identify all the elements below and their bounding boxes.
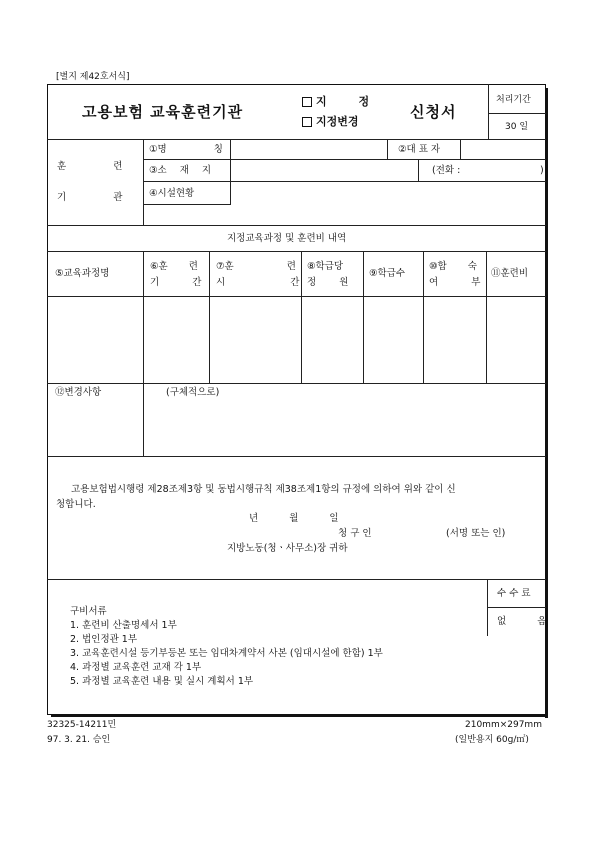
- checkbox-designation[interactable]: [302, 97, 312, 107]
- divider: [488, 113, 546, 114]
- declaration-line-2: 청합니다.: [56, 499, 96, 510]
- divider: [143, 181, 546, 182]
- option-change-label: 지정변경: [316, 115, 359, 128]
- phone-label: (전화 :: [432, 165, 461, 176]
- declaration-applicant: 청 구 인: [338, 528, 372, 539]
- divider: [47, 456, 546, 457]
- representative-label: ②대 표 자: [398, 144, 441, 155]
- footer-code: 32325-14211민: [47, 720, 117, 730]
- header-lodging-2: 여 부: [429, 277, 481, 288]
- name-label: ①명 칭: [149, 144, 223, 155]
- header-period-1: ⑥훈 련: [150, 261, 198, 272]
- divider: [47, 225, 546, 226]
- declaration-line-1: 고용보험법시행령 제28조제3항 및 동법시행규칙 제38조제1항의 규정에 의하여 위와 같이 신: [71, 484, 456, 495]
- document-item-1: 1. 훈련비 산출명세서 1부: [70, 620, 177, 631]
- header-course-name: ⑤교육과정명: [55, 268, 110, 279]
- header-lodging-1: ⑩합 숙: [429, 261, 477, 272]
- representative-field[interactable]: [462, 141, 544, 157]
- divider: [143, 159, 546, 160]
- facility-field[interactable]: [232, 183, 544, 223]
- fee-label: 수 수 료: [497, 588, 531, 599]
- footer-size: 210mm×297mm: [465, 720, 542, 730]
- header-students-1: ⑧학급당: [307, 261, 344, 272]
- option-change[interactable]: [302, 116, 359, 127]
- divider: [143, 204, 231, 205]
- option-designation-label: 지 정: [316, 95, 384, 108]
- header-hours-2: 시 간: [216, 277, 300, 288]
- processing-period-label: 처리기간: [496, 95, 531, 105]
- document-item-3: 3. 교육훈련시설 등기부등본 또는 임대차계약서 사본 (임대시설에 한함) 1부: [70, 648, 383, 659]
- divider: [47, 251, 546, 252]
- divider: [387, 139, 388, 159]
- classes-cell[interactable]: [364, 297, 422, 382]
- document-item-4: 4. 과정별 교육훈련 교재 각 1부: [70, 662, 202, 673]
- fee-value: 없 음: [497, 616, 547, 627]
- header-hours-1: ⑦훈 련: [216, 261, 296, 272]
- institution-label-1: 훈 련: [57, 161, 123, 172]
- fee-cell[interactable]: [487, 297, 544, 382]
- header-period-2: 기 간: [150, 277, 202, 288]
- institution-label-2: 기 관: [57, 192, 123, 203]
- form-title: 고용보험 교육훈련기관: [82, 103, 244, 121]
- divider: [418, 159, 419, 181]
- courses-section-title: 지정교육과정 및 훈련비 내역: [227, 233, 347, 244]
- declaration-date: 년 월 일: [249, 513, 339, 524]
- course-name-cell[interactable]: [48, 297, 142, 382]
- footer-paper: (일반용지 60g/㎡): [455, 735, 529, 745]
- phone-close: ): [540, 165, 544, 176]
- footer-approval: 97. 3. 21. 승인: [47, 735, 111, 745]
- form-title-suffix: 신청서: [410, 103, 457, 121]
- lodging-cell[interactable]: [424, 297, 485, 382]
- header-students-2: 정 원: [307, 277, 349, 288]
- divider: [47, 383, 546, 384]
- address-label: ③소 재 지: [149, 165, 212, 176]
- header-classes: ⑨학급수: [369, 268, 406, 279]
- annex-label: [별지 제42호서식]: [56, 72, 130, 82]
- changes-note: (구체적으로): [166, 387, 220, 398]
- facility-label: ④시설현황: [149, 188, 195, 199]
- declaration-addressee: 지방노동(청ㆍ사무소)장 귀하: [227, 543, 348, 554]
- students-cell[interactable]: [302, 297, 362, 382]
- changes-label: ⑫변경사항: [55, 387, 102, 398]
- address-field[interactable]: [232, 161, 416, 179]
- divider: [487, 607, 546, 608]
- option-designation[interactable]: [302, 96, 383, 107]
- hours-cell[interactable]: [210, 297, 300, 382]
- frame-shadow-bottom: [51, 714, 548, 717]
- document-item-5: 5. 과정별 교육훈련 내용 및 실시 계획서 1부: [70, 676, 254, 687]
- document-item-2: 2. 법인정관 1부: [70, 634, 138, 645]
- name-field[interactable]: [232, 141, 385, 157]
- processing-period-value: 30 일: [505, 122, 529, 132]
- declaration-signature: (서명 또는 인): [446, 528, 506, 539]
- documents-title: 구비서류: [70, 606, 107, 617]
- checkbox-change[interactable]: [302, 117, 312, 127]
- divider: [143, 383, 144, 456]
- divider: [230, 139, 231, 204]
- period-cell[interactable]: [144, 297, 208, 382]
- phone-field[interactable]: [472, 161, 536, 179]
- divider: [460, 139, 461, 159]
- divider: [47, 579, 546, 580]
- header-fee: ⑪훈련비: [491, 268, 529, 279]
- divider: [143, 139, 144, 225]
- changes-field[interactable]: [145, 402, 544, 454]
- divider: [488, 84, 489, 139]
- divider: [47, 139, 546, 140]
